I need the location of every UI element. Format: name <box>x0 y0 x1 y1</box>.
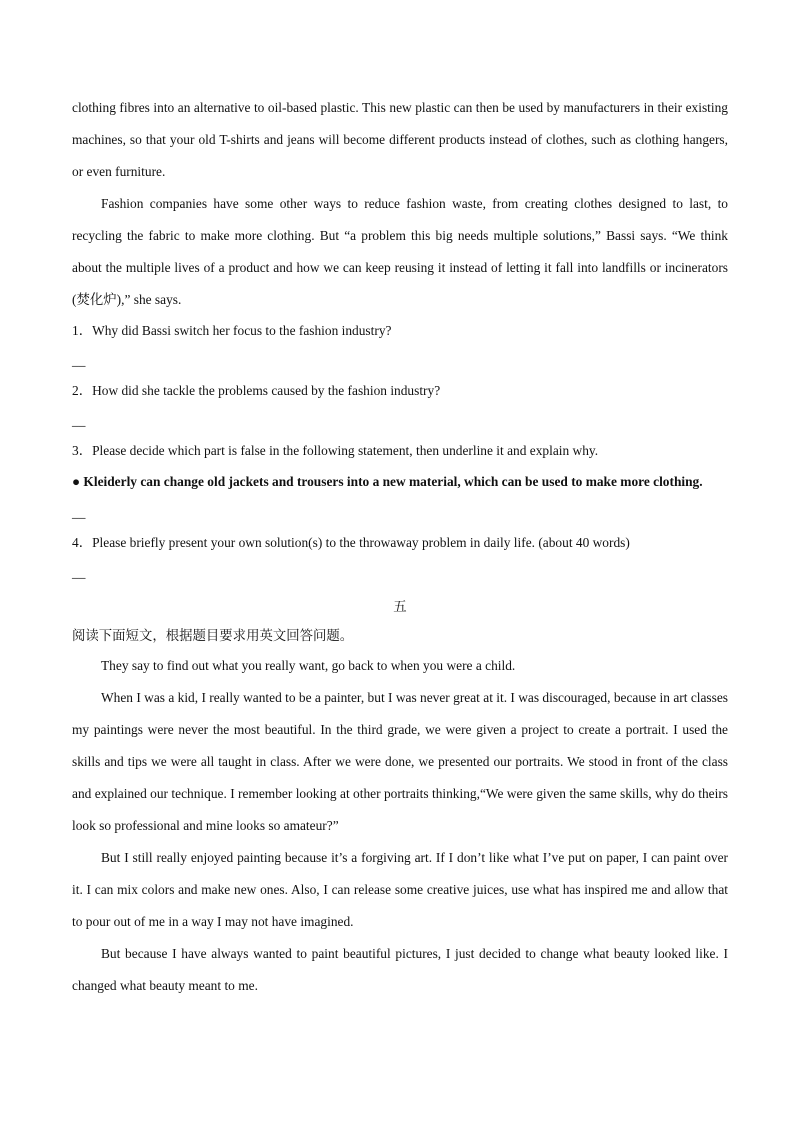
question-2: 2．How did she tackle the problems caused by the fashion industry? <box>72 383 441 398</box>
passage-paragraph: When I was a kid, I really wanted to be a painter, but I was never great at it. I was discouraged, because in art classes my paintings were never the most beautiful. In the third grade, we were given a project to create a portrait. I used the skills and tips we were all taught in class. After we were done, we presented our portraits. We stood in front of the class and explained our technique. I remember looking at other portraits thinking,“We were given the same skills, why do theirs look so professional and mine looks so amateur?” <box>72 690 728 833</box>
passage-paragraph: But because I have always wanted to paint beautiful pictures, I just decided to change what beauty looked like. I changed what beauty meant to me. <box>72 946 728 993</box>
section-instruction: 阅读下面短文，根据题目要求用英文回答问题。 <box>72 628 354 643</box>
passage-paragraph: They say to find out what you really want, go back to when you were a child. <box>101 658 516 673</box>
passage-paragraph: But I still really enjoyed painting because it’s a forgiving art. If I don’t like what I’ve put on paper, I can paint over it. I can mix colors and make new ones. Also, I can release some creative juices, use what has inspired me and allow that to pour out of me in a way I may not have imagined. <box>72 850 728 929</box>
passage-paragraph: clothing fibres into an alternative to oil-based plastic. This new plastic can then be used by manufacturers in their existing machines, so that your old T-shirts and jeans will become different products instead of clothes, such as clothing hangers, or even furniture. <box>72 100 728 179</box>
passage-paragraph: Fashion companies have some other ways to reduce fashion waste, from creating clothes designed to last, to recycling the fabric to make more clothing. But “a problem this big needs multiple solutions,” Bassi says. “We think about the multiple lives of a product and how we can keep reusing it instead of letting it fall into landfills or incinerators (焚化炉),” she says. <box>72 196 728 307</box>
document-page <box>72 92 728 1002</box>
answer-blank-1: __ <box>72 353 86 368</box>
question-1: 1．Why did Bassi switch her focus to the fashion industry? <box>72 323 392 338</box>
question-4: 4．Please briefly present your own solution(s) to the throwaway problem in daily life. (about 40 words) <box>72 535 630 550</box>
answer-blank-3: __ <box>72 505 86 520</box>
question-3: 3．Please decide which part is false in the following statement, then underline it and explain why. <box>72 443 599 458</box>
section-number: 五 <box>393 599 407 614</box>
answer-blank-2: __ <box>72 413 86 428</box>
question-3-statement: ● Kleiderly can change old jackets and trousers into a new material, which can be used to make more clothing. <box>72 474 703 489</box>
answer-blank-4: __ <box>72 565 86 580</box>
